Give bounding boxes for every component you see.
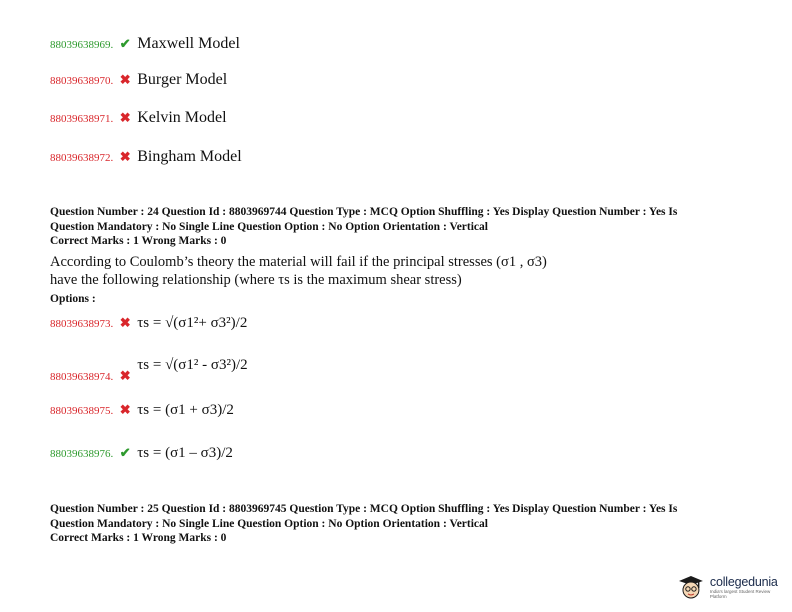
question-line: have the following relationship (where τs is the maximum shear stress) xyxy=(50,272,462,288)
option-id: 88039638974. xyxy=(50,371,114,383)
logo-tagline: India's largest Student Review Platform xyxy=(709,589,771,599)
marks-line: Correct Marks : 1 Wrong Marks : 0 xyxy=(50,235,227,247)
cross-icon: ✖ xyxy=(119,315,131,330)
meta-line: Question Number : 25 Question Id : 8803969745 Question Type : MCQ Option Shuffling : Yes Display Question Number : Yes Is xyxy=(50,503,678,515)
option-id: 88039638969. xyxy=(50,39,114,51)
option-text: Kelvin Model xyxy=(137,109,227,126)
cross-icon: ✖ xyxy=(119,72,131,87)
option-id: 88039638971. xyxy=(50,113,114,125)
graduate-mascot-icon xyxy=(676,572,706,602)
cross-icon: ✖ xyxy=(119,368,131,383)
logo-text xyxy=(710,575,788,599)
option-id: 88039638970. xyxy=(50,75,114,87)
check-icon: ✔ xyxy=(119,445,131,460)
cross-icon: ✖ xyxy=(119,402,131,417)
option-row xyxy=(50,357,248,383)
option-row xyxy=(50,402,234,419)
cross-icon: ✖ xyxy=(119,110,131,125)
option-row xyxy=(50,148,242,166)
option-row xyxy=(50,445,233,462)
option-id: 88039638976. xyxy=(50,448,114,460)
marks-line: Correct Marks : 1 Wrong Marks : 0 xyxy=(50,532,227,544)
option-id: 88039638972. xyxy=(50,152,114,164)
question-line: According to Coulomb’s theory the material will fail if the principal stresses (σ1 , σ3) xyxy=(50,254,547,270)
meta-line: Question Number : 24 Question Id : 8803969744 Question Type : MCQ Option Shuffling : Yes Display Question Number : Yes Is xyxy=(50,206,678,218)
check-icon: ✔ xyxy=(119,36,131,51)
question-meta xyxy=(50,502,740,546)
option-formula: τs = √(σ1²+ σ3²)/2 xyxy=(137,315,248,331)
logo-name: collegedunia xyxy=(709,575,778,589)
meta-line: Question Mandatory : No Single Line Question Option : No Option Orientation : Vertical xyxy=(50,517,488,530)
cross-icon: ✖ xyxy=(119,149,131,164)
question-meta xyxy=(50,205,740,249)
option-row xyxy=(50,35,240,53)
option-text: Maxwell Model xyxy=(137,35,240,52)
option-row xyxy=(50,315,247,332)
option-id: 88039638975. xyxy=(50,405,114,417)
meta-line: Question Mandatory : No Single Line Question Option : No Option Orientation : Vertical xyxy=(50,220,488,233)
option-id: 88039638973. xyxy=(50,318,114,330)
option-text: Burger Model xyxy=(137,71,228,88)
option-formula: τs = √(σ1² - σ3²)/2 xyxy=(137,357,248,373)
option-formula: τs = (σ1 – σ3)/2 xyxy=(137,445,233,461)
option-text: Bingham Model xyxy=(137,148,242,165)
option-row xyxy=(50,71,227,89)
collegedunia-logo xyxy=(676,567,788,607)
option-formula: τs = (σ1 + σ3)/2 xyxy=(137,402,234,418)
question-text xyxy=(50,253,610,289)
options-label: Options : xyxy=(50,293,96,305)
option-row xyxy=(50,109,227,127)
